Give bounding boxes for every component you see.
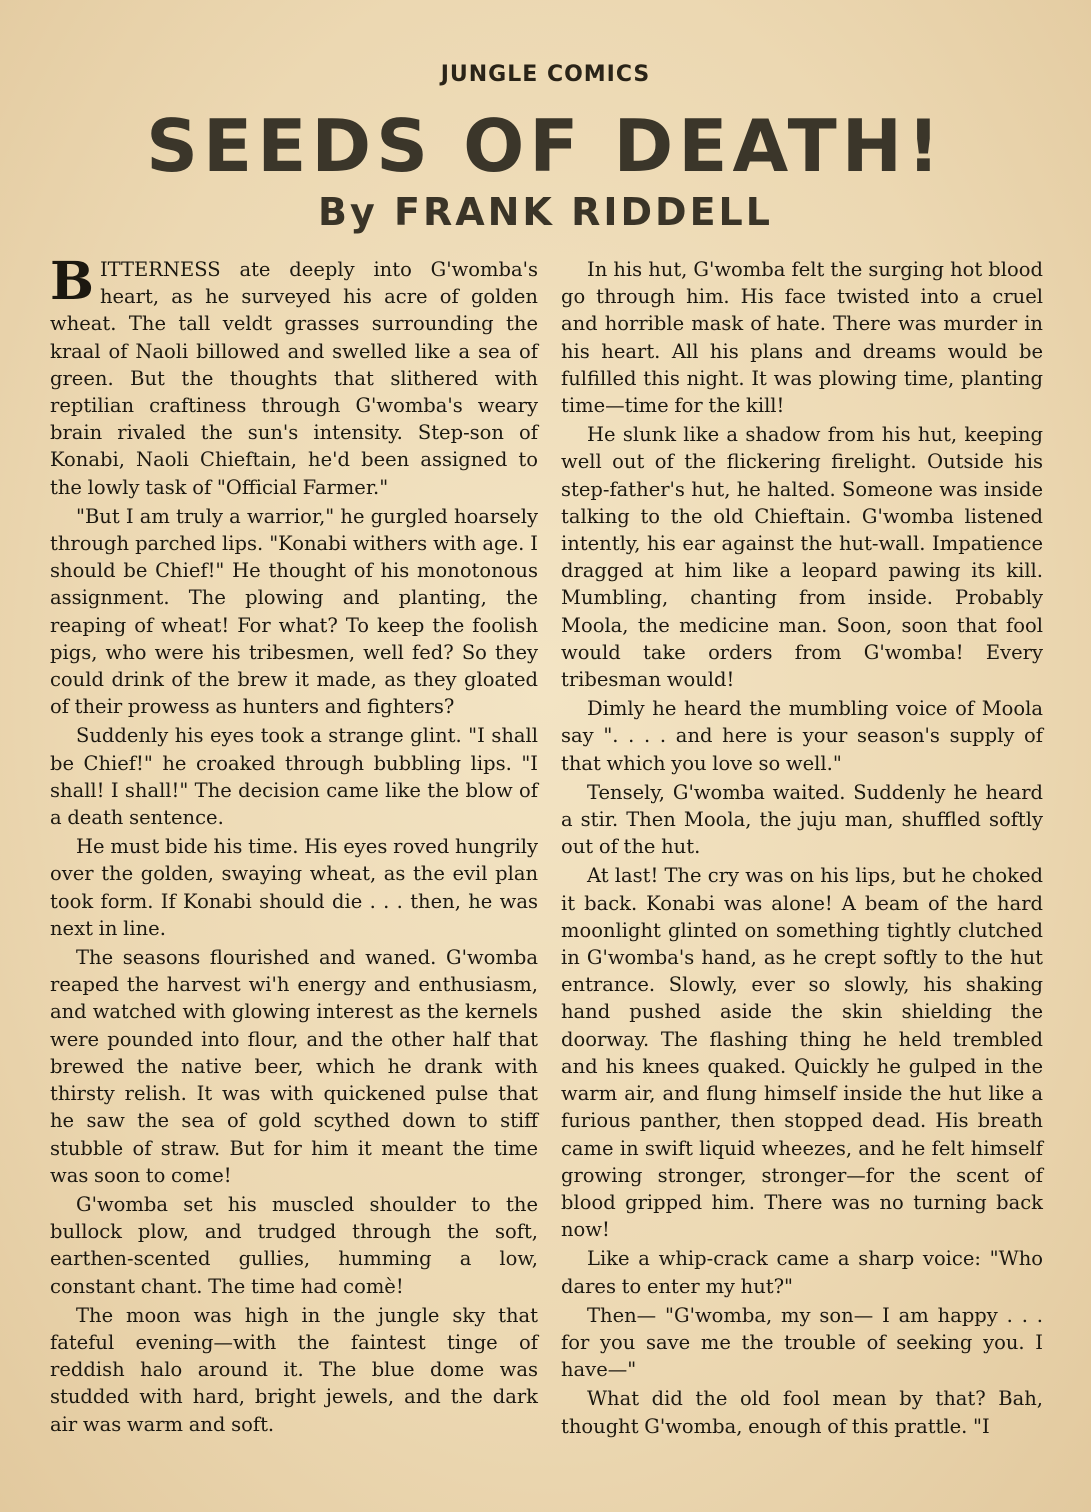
paragraph: "But I am truly a warrior," he gurgled hoarsely through parched lips. "Konabi withers with age. I should be Chief!" He thought of his monotonous assignment. The plowing and planting, the reaping of wheat! For what? To keep the foolish pigs, who were his tribesmen, well fed? So they could drink of the brew it made, as they gloated of their prowess as hunters and fighters? [50, 504, 538, 719]
right-text-column [561, 256, 1043, 1442]
paragraph: Then— "G'womba, my son— I am happy . . . for you save me the trouble of seeking you. I have—" [561, 1303, 1043, 1382]
paragraph [50, 251, 538, 501]
paragraph: The moon was high in the jungle sky that fateful evening—with the faintest tinge of reddish halo around it. The blue dome was studded with hard, bright jewels, and the dark air was warm and soft. [50, 1303, 538, 1436]
paragraph: The seasons flourished and waned. G'womba reaped the harvest wi'h energy and enthusiasm, and watched with glowing interest as the kernels were pounded into flour, and the other half that brewed the native beer, which he drank with thirsty relish. It was with quickened pulse that he saw the sea of gold scythed down to stiff stubble of straw. But for him it meant the time was soon to come! [50, 946, 538, 1187]
story-title: SEEDS OF DEATH! [146, 104, 945, 188]
story-byline: By FRANK RIDDELL [318, 190, 773, 234]
paragraph: Like a whip-crack came a sharp voice: "Who dares to enter my hut?" [561, 1247, 1043, 1298]
paragraph: What did the old fool mean by that? Bah, thought G'womba, enough of this prattle. "I [561, 1387, 1043, 1438]
paragraph: Dimly he heard the mumbling voice of Moola say ". . . . and here is your season's supply of that which you love so well." [561, 697, 1043, 775]
paragraph: He must bide his time. His eyes roved hungrily over the golden, swaying wheat, as the evil plan took form. If Konabi should die . . . then, he was next in line. [50, 835, 538, 940]
paragraph-text: ITTERNESS ate deeply into G'womba's heart, as he surveyed his acre of golden wheat. The tall veldt grasses surrounding the kraal of Naoli billowed and swelled like a sea of green. But the thoughts that slithered with reptilian craftiness through G'womba's weary brain rivaled the sun's intensity. Step-son of Konabi, Naoli Chieftain, he'd been assigned to the lowly task of "Official Farmer." [50, 258, 538, 499]
paragraph: He slunk like a shadow from his hut, keeping well out of the flickering firelight. Outside his step-father's hut, he halted. Someone was inside talking to the old Chieftain. G'womba listened intently, his ear against the hut-wall. Impatience dragged at him like a leopard pawing its kill. Mumbling, chanting from inside. Probably Moola, the medicine man. Soon, soon that fool would take orders from G'womba! Every tribesman would! [561, 423, 1043, 692]
paragraph: G'womba set his muscled shoulder to the bullock plow, and trudged through the soft, earthen-scented gullies, humming a low, constant chant. The time had comè! [50, 1192, 538, 1298]
running-head: JUNGLE COMICS [440, 62, 651, 87]
paragraph: Suddenly his eyes took a strange glint. "I shall be Chief!" he croaked through bubbling lips. "I shall! I shall!" The decision came like the blow of a death sentence. [50, 724, 538, 830]
paragraph: Tensely, G'womba waited. Suddenly he heard a stir. Then Moola, the juju man, shuffled softly out of the hut. [561, 780, 1043, 859]
paragraph: In his hut, G'womba felt the surging hot blood go through him. His face twisted into a cruel and horrible mask of hate. There was murder in his heart. All his plans and dreams would be fulfilled this night. It was plowing time, planting time—time for the kill! [561, 258, 1043, 418]
paragraph: At last! The cry was on his lips, but he choked it back. Konabi was alone! A beam of the hard moonlight glinted on something tightly clutched in G'womba's hand, as he crept softly to the hut entrance. Slowly, ever so slowly, his shaking hand pushed aside the skin shielding the doorway. The flashing thing he held trembled and his knees quaked. Quickly he gulped in the warm air, and flung himself inside the hut like a furious panther, then stopped dead. His breath came in swift liquid wheezes, and he felt himself growing stronger, stronger—for the scent of blood gripped him. There was no turning back now! [561, 864, 1043, 1242]
drop-cap: B [50, 251, 94, 312]
left-text-column [50, 251, 538, 1440]
